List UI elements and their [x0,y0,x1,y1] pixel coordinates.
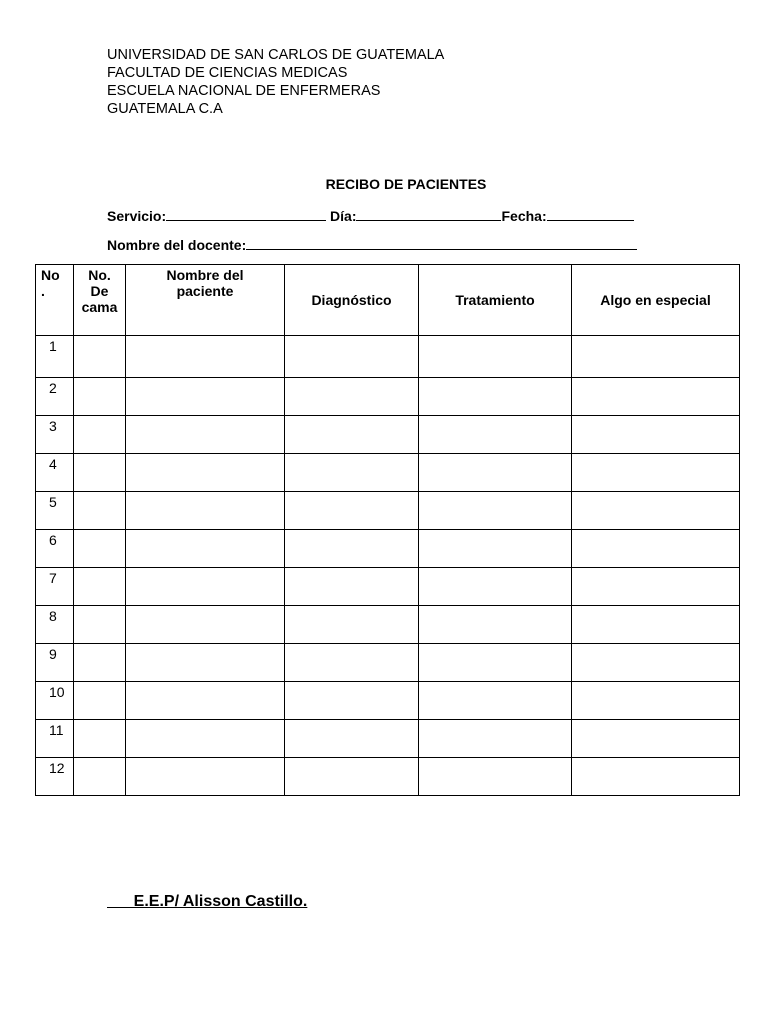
table-row [36,492,740,530]
tratamiento-cell[interactable] [419,378,572,416]
table-row [36,720,740,758]
nombre-cell[interactable] [126,416,285,454]
tratamiento-cell[interactable] [419,568,572,606]
table-row [36,416,740,454]
fecha-field[interactable] [547,206,634,221]
especial-cell[interactable] [572,530,740,568]
cama-cell[interactable] [74,644,126,682]
diagnostico-cell[interactable] [285,492,419,530]
row-number: 9 [36,644,74,682]
servicio-label: Servicio: [107,208,167,224]
cama-cell[interactable] [74,682,126,720]
tratamiento-cell[interactable] [419,682,572,720]
header-algo-especial: Algo en especial [572,265,740,336]
especial-cell[interactable] [572,568,740,606]
cama-cell[interactable] [74,530,126,568]
docente-field[interactable] [246,235,637,250]
table-row [36,758,740,796]
especial-cell[interactable] [572,606,740,644]
table-row [36,568,740,606]
header-nombre-line1: Nombre del [166,267,244,283]
table-row [36,606,740,644]
nombre-cell[interactable] [126,454,285,492]
nombre-cell[interactable] [126,644,285,682]
cama-cell[interactable] [74,416,126,454]
header-no-line1: No [41,267,60,283]
especial-cell[interactable] [572,416,740,454]
row-number: 2 [36,378,74,416]
especial-cell[interactable] [572,644,740,682]
diagnostico-cell[interactable] [285,758,419,796]
diagnostico-cell[interactable] [285,720,419,758]
tratamiento-cell[interactable] [419,606,572,644]
row-number: 4 [36,454,74,492]
institution-header [107,46,444,118]
diagnostico-cell[interactable] [285,454,419,492]
cama-cell[interactable] [74,454,126,492]
especial-cell[interactable] [572,492,740,530]
table-row [36,336,740,378]
header-cama-line1: No. [88,267,111,283]
row-number: 6 [36,530,74,568]
nombre-cell[interactable] [126,336,285,378]
dia-field[interactable] [356,206,501,221]
diagnostico-cell[interactable] [285,606,419,644]
cama-cell[interactable] [74,758,126,796]
especial-cell[interactable] [572,378,740,416]
header-cama-line3: cama [81,299,118,315]
tratamiento-cell[interactable] [419,758,572,796]
especial-cell[interactable] [572,336,740,378]
tratamiento-cell[interactable] [419,492,572,530]
tratamiento-cell[interactable] [419,336,572,378]
cama-cell[interactable] [74,492,126,530]
tratamiento-cell[interactable] [419,530,572,568]
header-cama-line2: De [90,283,109,299]
header-no [36,265,74,336]
header-nombre-paciente [126,265,285,336]
nombre-cell[interactable] [126,492,285,530]
servicio-field[interactable] [166,206,326,221]
nombre-cell[interactable] [126,530,285,568]
service-date-line [107,206,634,224]
tratamiento-cell[interactable] [419,416,572,454]
row-number: 10 [36,682,74,720]
diagnostico-cell[interactable] [285,416,419,454]
nombre-cell[interactable] [126,606,285,644]
header-diagnostico: Diagnóstico [285,265,419,336]
header-cama [74,265,126,336]
tratamiento-cell[interactable] [419,644,572,682]
table-row [36,682,740,720]
diagnostico-cell[interactable] [285,644,419,682]
document-title: RECIBO DE PACIENTES [325,176,487,192]
docente-label: Nombre del docente: [107,237,247,253]
table-row [36,644,740,682]
row-number: 11 [36,720,74,758]
docente-line [107,235,637,253]
tratamiento-cell[interactable] [419,454,572,492]
nombre-cell[interactable] [126,568,285,606]
table-row [36,378,740,416]
table-header-row [36,265,740,336]
table-row [36,530,740,568]
cama-cell[interactable] [74,568,126,606]
header-nombre-line2: paciente [176,283,234,299]
diagnostico-cell[interactable] [285,378,419,416]
row-number: 7 [36,568,74,606]
row-number: 1 [36,336,74,378]
cama-cell[interactable] [74,720,126,758]
diagnostico-cell[interactable] [285,682,419,720]
especial-cell[interactable] [572,454,740,492]
diagnostico-cell[interactable] [285,336,419,378]
row-number: 8 [36,606,74,644]
nombre-cell[interactable] [126,758,285,796]
tratamiento-cell[interactable] [419,720,572,758]
nombre-cell[interactable] [126,720,285,758]
row-number: 12 [36,758,74,796]
patients-table [35,264,740,796]
row-number: 5 [36,492,74,530]
cama-cell[interactable] [74,378,126,416]
cama-cell[interactable] [74,606,126,644]
especial-cell[interactable] [572,758,740,796]
row-number: 3 [36,416,74,454]
institution-line-university: UNIVERSIDAD DE SAN CARLOS DE GUATEMALA [107,47,445,63]
cama-cell[interactable] [74,336,126,378]
nombre-cell[interactable] [126,682,285,720]
diagnostico-cell[interactable] [285,568,419,606]
header-no-line2: . [41,283,45,299]
nombre-cell[interactable] [126,378,285,416]
dia-label: Día: [330,208,357,224]
institution-line-school: ESCUELA NACIONAL DE ENFERMERAS [107,83,381,99]
especial-cell[interactable] [572,720,740,758]
signature: E.E.P/ Alisson Castillo. [107,893,308,910]
institution-line-faculty: FACULTAD DE CIENCIAS MEDICAS [107,65,348,81]
diagnostico-cell[interactable] [285,530,419,568]
especial-cell[interactable] [572,682,740,720]
table-row [36,454,740,492]
institution-line-country: GUATEMALA C.A [107,101,223,117]
header-tratamiento: Tratamiento [419,265,572,336]
fecha-label: Fecha: [501,208,547,224]
